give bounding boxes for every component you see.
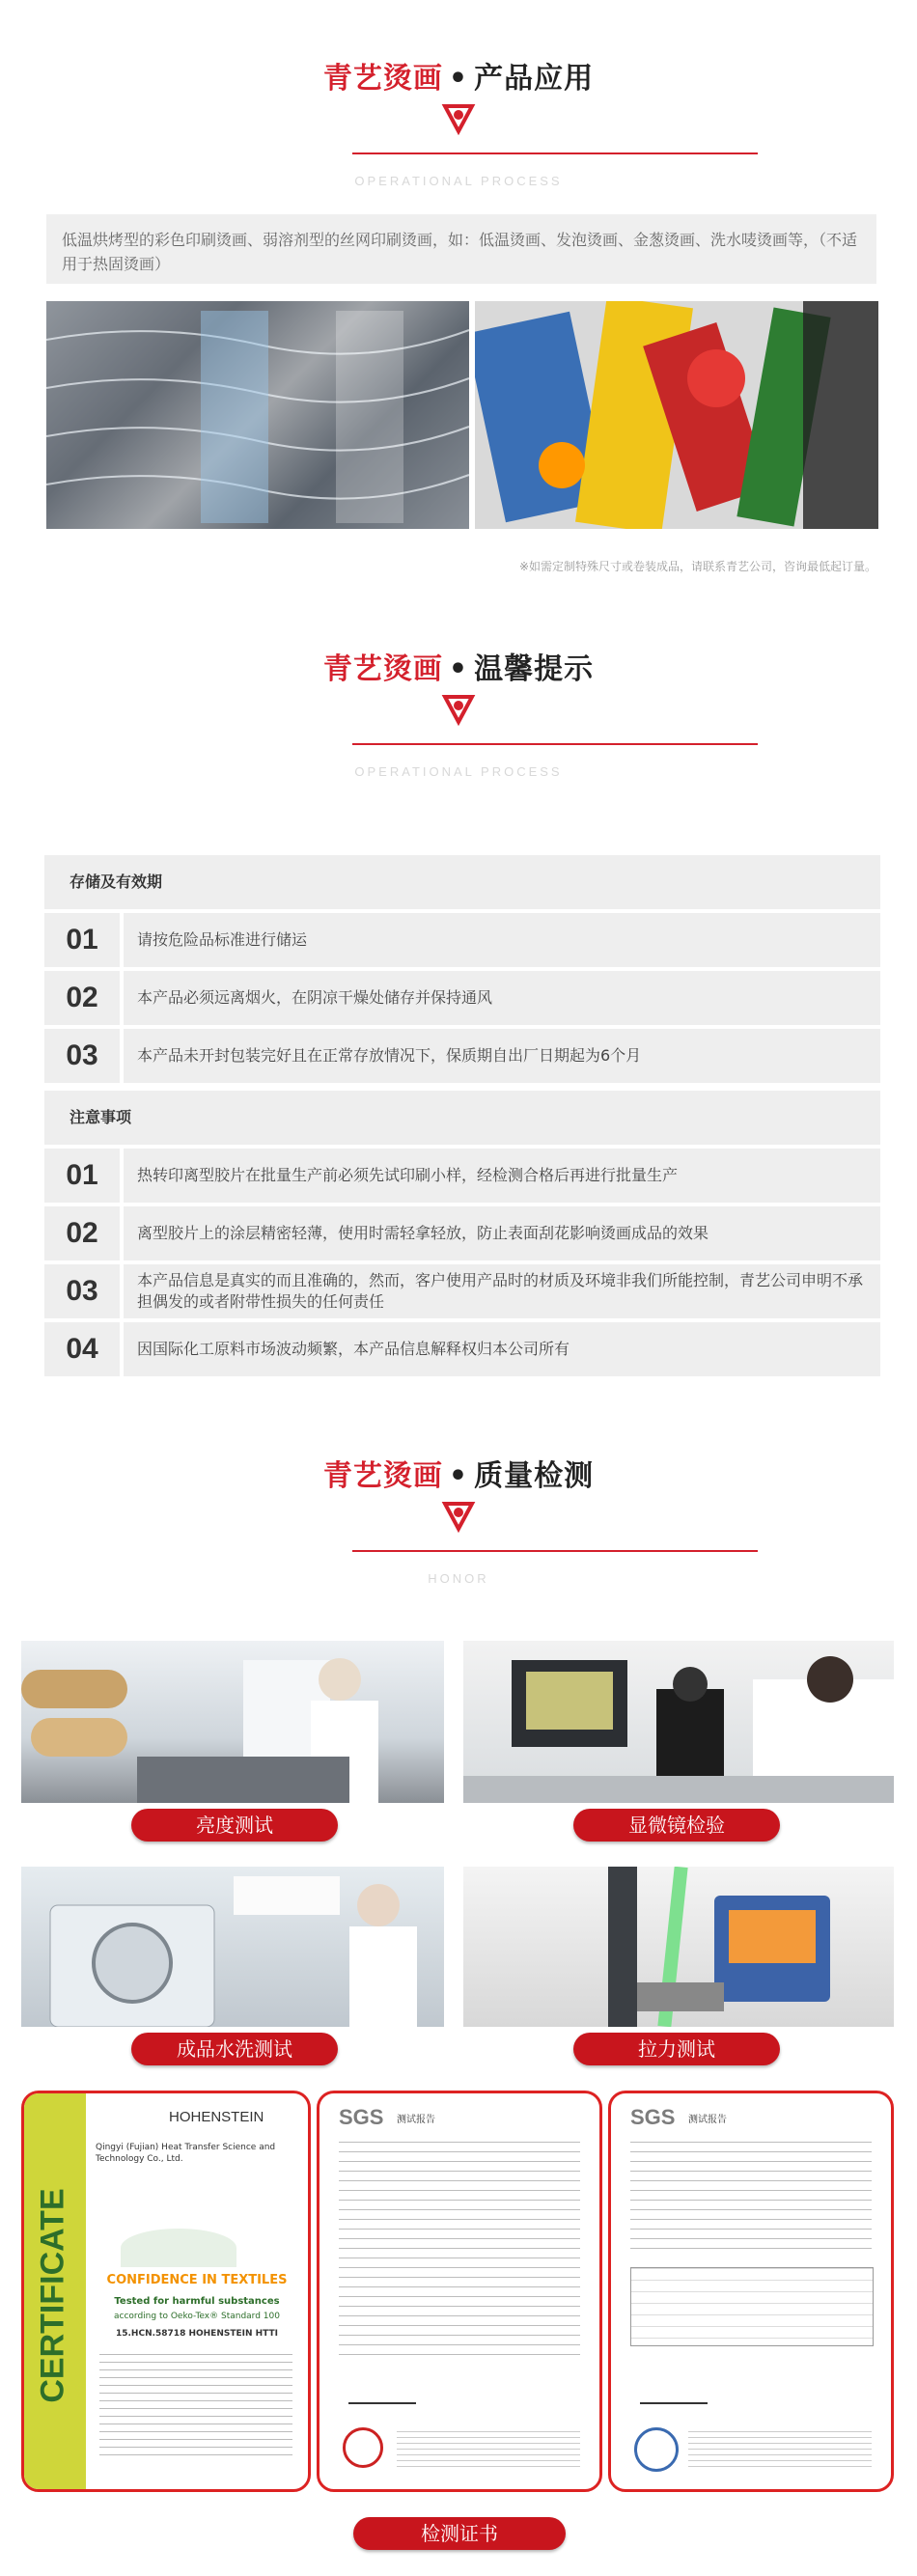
microscope-graphic: [463, 1641, 894, 1803]
title-underline: [352, 1550, 758, 1552]
row-text: 离型胶片上的涂层精密轻薄，使用时需轻拿轻放，防止表面刮花影响烫画成品的效果: [124, 1206, 880, 1260]
brand-name: 青艺烫画: [322, 1459, 443, 1493]
confidence-text: CONFIDENCE IN TEXTILES: [106, 2273, 288, 2287]
report-table: [630, 2267, 874, 2346]
application-description: [46, 214, 876, 284]
tensile-machine-graphic: [463, 1867, 894, 2027]
wash-test-label: 成品水洗测试: [131, 2033, 338, 2065]
title-dot: •: [448, 1459, 469, 1493]
sgs-logo: SGS: [339, 2105, 384, 2129]
wash-test-photo: [21, 1867, 444, 2027]
product-photo-transparent-film: [46, 301, 469, 529]
tensile-test-photo: [463, 1867, 894, 2027]
sgs-logo: SGS: [630, 2105, 676, 2129]
sgs-report-1: [317, 2091, 602, 2492]
lab-scene-graphic: [21, 1641, 444, 1803]
brand-logo-icon: [439, 1498, 478, 1533]
sgs-report-2: [608, 2091, 894, 2492]
red-seal: [343, 2427, 383, 2468]
description-text: 低温烘烤型的彩色印刷烫画、弱溶剂型的丝网印刷烫画，如：低温烫画、发泡烫画、金葱烫画、洗水唛烫画等，（不适用于热固烫画）: [62, 231, 858, 273]
row-number: 02: [44, 971, 120, 1025]
section-heading: 产品应用: [474, 62, 595, 96]
washing-machine-graphic: [21, 1867, 444, 2027]
title-underline: [352, 152, 758, 154]
row-number: 03: [44, 1264, 120, 1318]
notice-row: [44, 1322, 880, 1376]
notice-row: [44, 1206, 880, 1260]
section-subtitle: OPERATIONAL PROCESS: [354, 174, 563, 188]
row-number: 01: [44, 1149, 120, 1203]
blue-seal: [634, 2427, 679, 2472]
certificate-side-text: CERTIFICATE: [34, 2188, 71, 2403]
film-rolls-graphic: [46, 301, 469, 529]
signature: [348, 2383, 416, 2404]
confidence-logo: [121, 2229, 236, 2267]
oeko-tex-certificate: [21, 2091, 311, 2492]
title-underline: [352, 743, 758, 745]
brightness-test-photo: [21, 1641, 444, 1803]
signature: [640, 2383, 708, 2404]
brand-logo-icon: [439, 691, 478, 726]
row-text: 因国际化工原料市场波动频繁，本产品信息解释权归本公司所有: [124, 1322, 880, 1376]
certificate-code: 15.HCN.58718 HOHENSTEIN HTTI: [115, 2329, 279, 2339]
row-number: 01: [44, 913, 120, 967]
tensile-test-label: 拉力测试: [573, 2033, 780, 2065]
section3-title: [0, 1452, 917, 1494]
custom-order-note: ※如需定制特殊尺寸或卷装成品，请联系青艺公司，咨询最低起订量。: [518, 560, 876, 573]
microscope-test-label: 显微镜检验: [573, 1809, 780, 1842]
row-text: 本产品未开封包装完好且在正常存放情况下，保质期自出厂日期起为6个月: [124, 1029, 880, 1083]
storage-row: [44, 1029, 880, 1083]
storage-heading: [44, 855, 880, 909]
certificate-body-lines: [99, 2354, 292, 2460]
row-text: 请按危险品标准进行储运: [124, 913, 880, 967]
row-number: 04: [44, 1322, 120, 1376]
report-title: 测试报告: [688, 2115, 727, 2125]
section-heading: 温馨提示: [474, 652, 595, 686]
report-footer-lines: [688, 2431, 872, 2470]
notice-heading: [44, 1091, 880, 1145]
color-prints-graphic: [475, 301, 878, 529]
title-dot: •: [448, 62, 469, 96]
brightness-test-label: 亮度测试: [131, 1809, 338, 1842]
brand-logo-icon: [439, 100, 478, 135]
report-footer-lines: [397, 2431, 580, 2470]
row-text: 本产品必须远离烟火，在阴凉干燥处储存并保持通风: [124, 971, 880, 1025]
section-subtitle: OPERATIONAL PROCESS: [354, 764, 563, 779]
hohenstein-logo: HOHENSTEIN: [169, 2109, 264, 2125]
row-text: 本产品信息是真实的而且准确的，然而，客户使用产品时的材质及环境非我们所能控制，青艺公司申明不承担偶发的或者附带性损失的任何责任: [124, 1264, 880, 1318]
report-title: 测试报告: [397, 2115, 435, 2125]
standard-text: according to Oeko-Tex® Standard 100: [114, 2312, 280, 2321]
row-number: 02: [44, 1206, 120, 1260]
tested-text: Tested for harmful substances: [114, 2296, 280, 2307]
row-text: 热转印离型胶片在批量生产前必须先试印刷小样，经检测合格后再进行批量生产: [124, 1149, 880, 1203]
storage-row: [44, 971, 880, 1025]
section1-title: [0, 54, 917, 97]
brand-name: 青艺烫画: [322, 62, 443, 96]
section-heading: 质量检测: [474, 1459, 595, 1493]
title-dot: •: [448, 652, 469, 686]
storage-heading-text: 存储及有效期: [69, 873, 163, 891]
section2-title: [0, 645, 917, 687]
row-number: 03: [44, 1029, 120, 1083]
certificate-label: 检测证书: [353, 2517, 566, 2550]
section-subtitle: HONOR: [428, 1571, 489, 1586]
product-photo-color-prints: [475, 301, 878, 529]
notice-row: [44, 1149, 880, 1203]
notice-row: [44, 1264, 880, 1318]
notice-heading-text: 注意事项: [69, 1108, 132, 1126]
report-body-lines: [339, 2142, 580, 2364]
storage-row: [44, 913, 880, 967]
certificate-company: Qingyi (Fujian) Heat Transfer Science and Technology Co., Ltd.: [96, 2143, 276, 2164]
microscope-photo: [463, 1641, 894, 1803]
report-body-lines: [630, 2142, 872, 2257]
brand-name: 青艺烫画: [322, 652, 443, 686]
